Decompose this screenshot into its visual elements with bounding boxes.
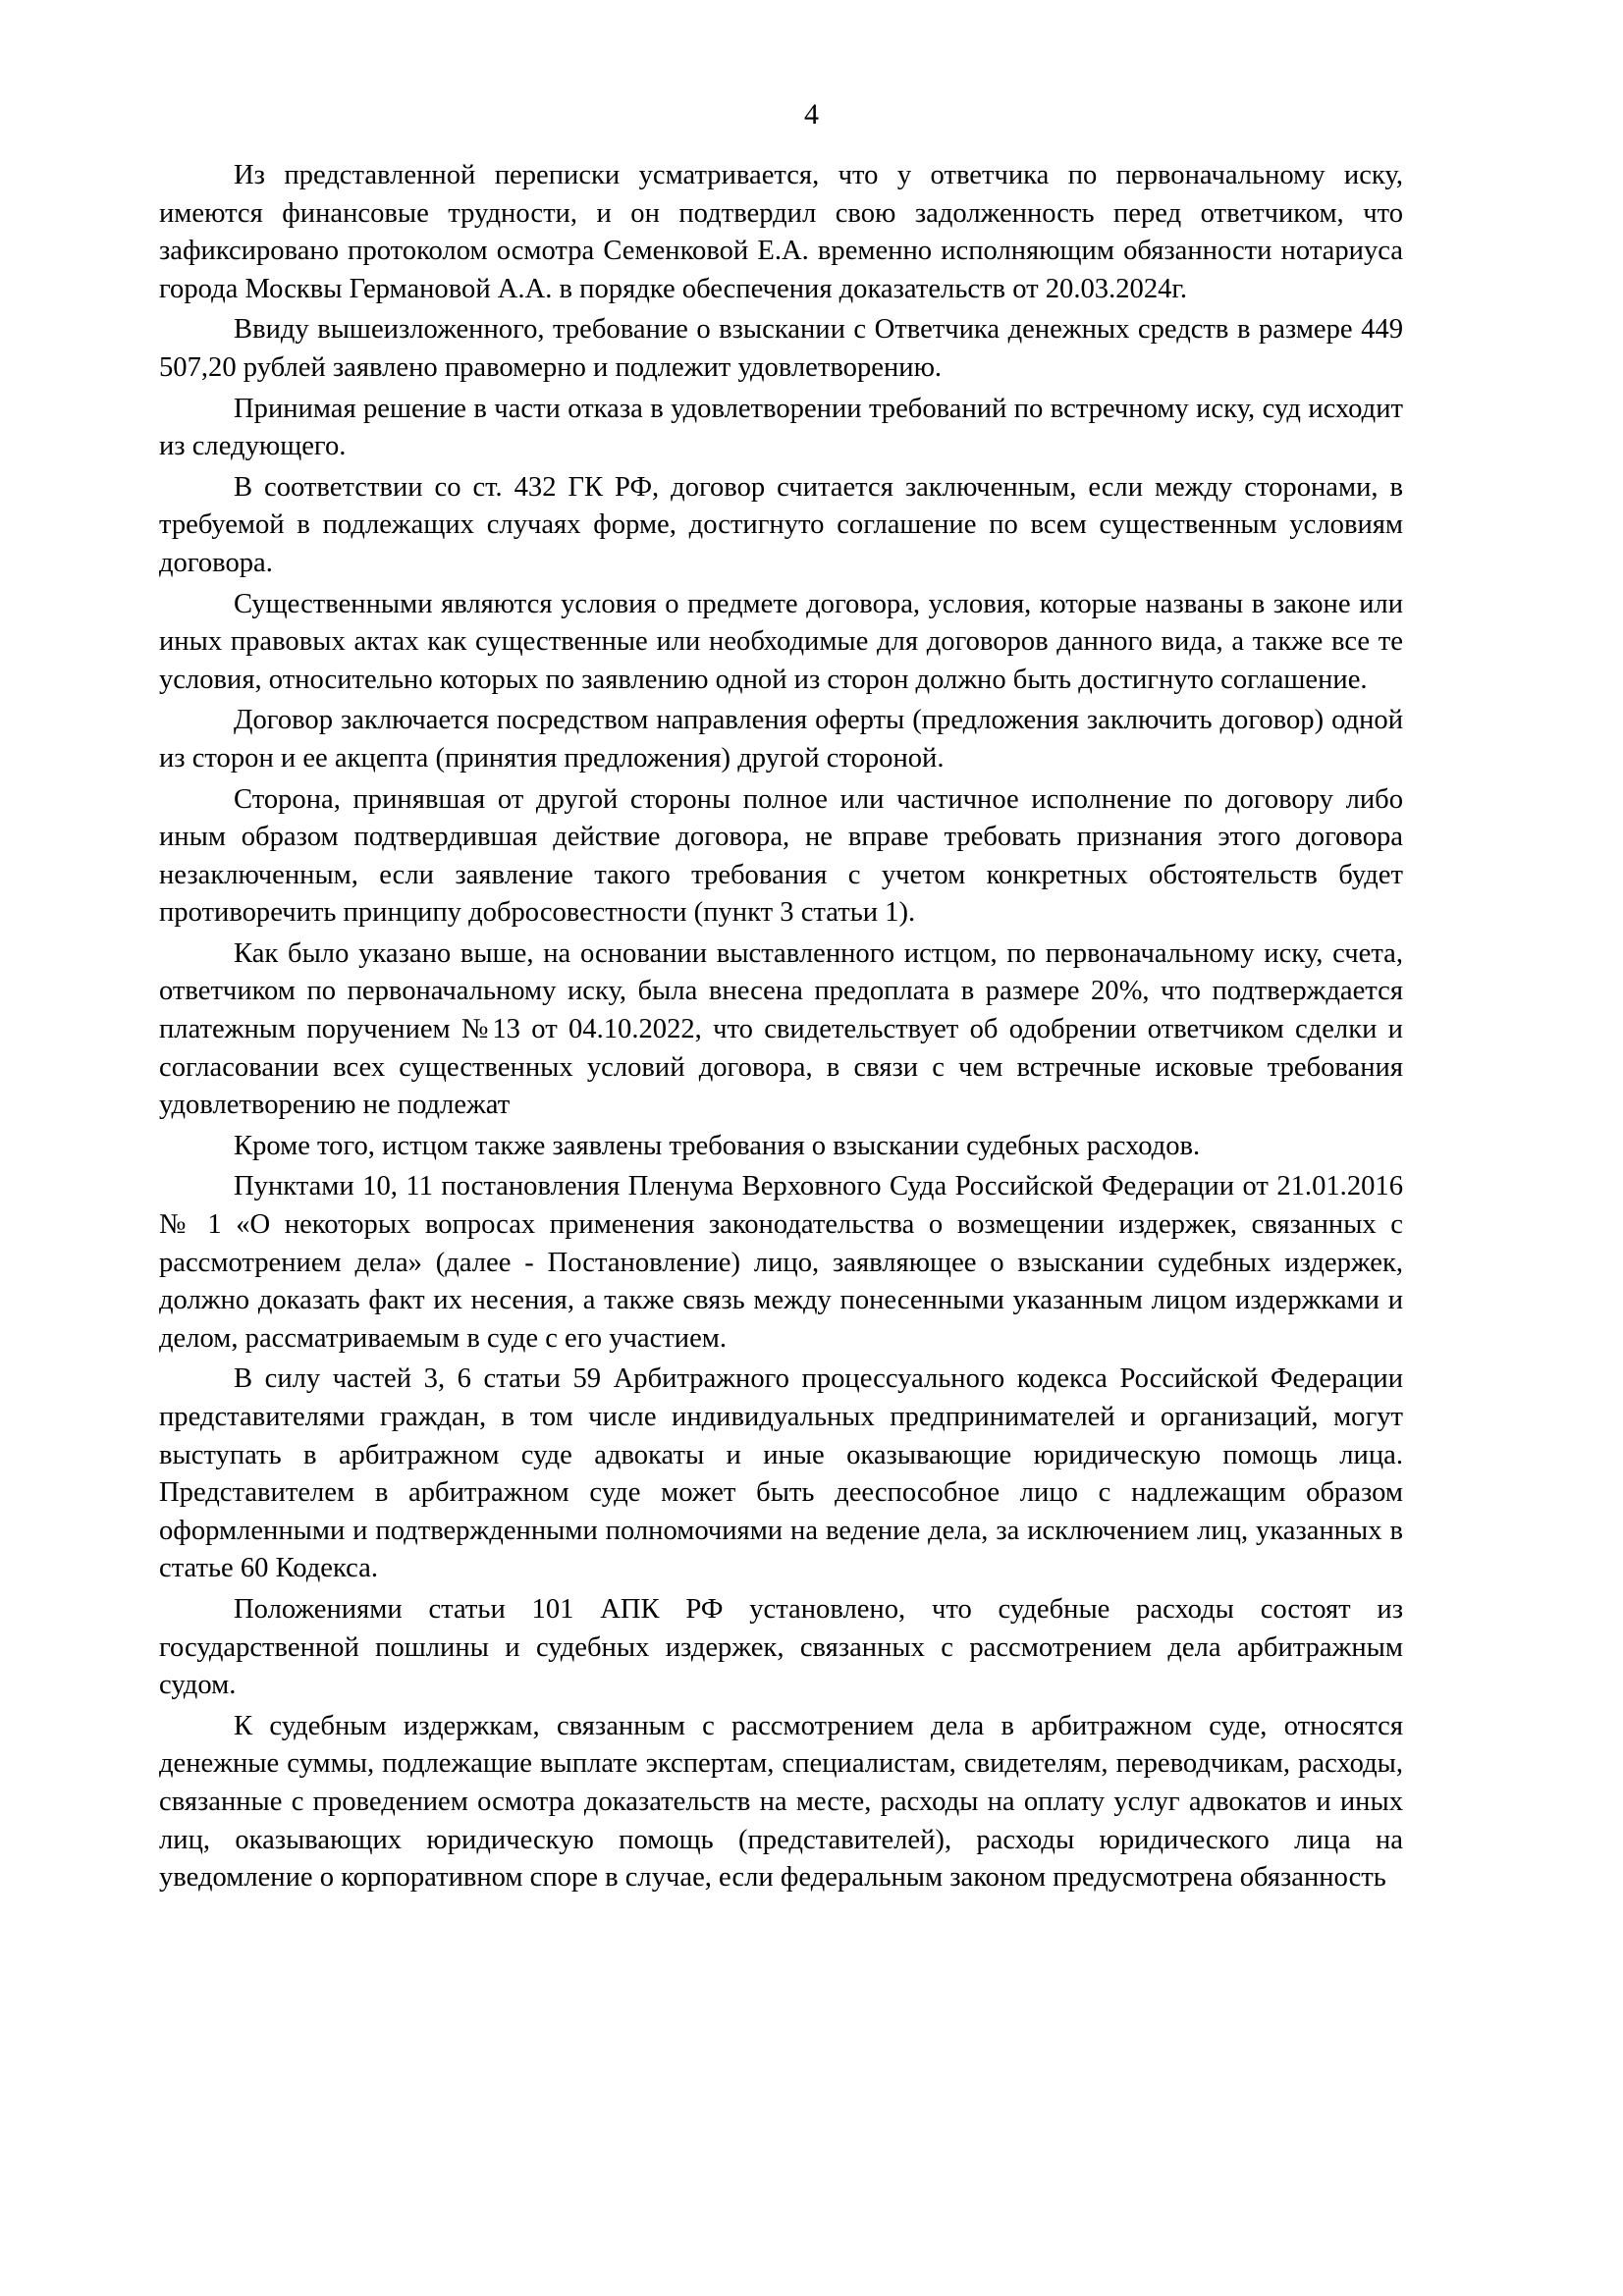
paragraph-article-101: Положениями статьи 101 АПК РФ установлено, что судебные расходы состоят из государственной пошлины и судебных издержек, связанных с рассмотрением дела арбитражным судом.: [159, 1593, 1403, 1701]
paragraph-court-costs-claim: Кроме того, истцом также заявлены требования о взыскании судебных расходов.: [234, 1130, 1201, 1161]
paragraph-correspondence: Из представленной переписки усматривается, что у ответчика по первоначальному иску, имеются финансовые трудности, и он подтвердил свою задолженность перед ответчиком, что зафиксировано протоколом осмотра Семенковой Е.А. временно исполняющим обязанности нотариуса города Москвы Германовой А.А. в порядке обеспечения доказательств от 20.03.2024г.: [159, 160, 1403, 304]
paragraph-good-faith: Сторона, принявшая от другой стороны полное или частичное исполнение по договору либо иным образом подтвердившая действие договора, не вправе требовать признания этого договора незаключенным, если заявление такого требования с учетом конкретных обстоятельств будет противоречить принципу добросовестности (пункт 3 статьи 1).: [159, 783, 1403, 929]
paragraph-court-expenses: К судебным издержкам, связанным с рассмотрением дела в арбитражном суде, относятся денежные суммы, подлежащие выплате экспертам, специалистам, свидетелям, переводчикам, расходы, связанные с проведением осмотра доказательств на месте, расходы на оплату услуг адвокатов и иных лиц, оказывающих юридическую помощь (представителей), расходы юридического лица на уведомление о корпоративном споре в случае, если федеральным законом предусмотрена обязанность: [159, 1710, 1403, 1894]
paragraph-prepayment: Как было указано выше, на основании выставленного истцом, по первоначальному иску, счета, ответчиком по первоначальному иску, была внесена предоплата в размере 20%, что подтверждается платежным поручением №13 от 04.10.2022, что свидетельствует об одобрении ответчиком сделки и согласовании всех существенных условий договора, в связи с чем встречные исковые требования удовлетворению не подлежат: [159, 937, 1403, 1121]
paragraph-essential-terms: Существенными являются условия о предмете договора, условия, которые названы в законе или иных правовых актах как существенные или необходимые для договоров данного вида, а также все те условия, относительно которых по заявлению одной из сторон должно быть достигнуто соглашение.: [159, 588, 1403, 695]
document-body: [159, 157, 1403, 1900]
paragraph-offer-acceptance: Договор заключается посредством направления оферты (предложения заключить договор) одной из сторон и ее акцепта (принятия предложения) другой стороной.: [159, 705, 1403, 774]
paragraph-plenum-resolution: Пунктами 10, 11 постановления Пленума Верховного Суда Российской Федерации от 21.01.2016 № 1 «О некоторых вопросах применения законодательства о возмещении издержек, связанных с рассмотрением дела» (далее - Постановление) лицо, заявляющее о взыскании судебных издержек, должно доказать факт их несения, а также связь между понесенными указанным лицом издержками и делом, рассматриваемым в суде с его участием.: [159, 1171, 1403, 1354]
paragraph-counterclaim-intro: Принимая решение в части отказа в удовлетворении требований по встречному иску, суд исходит из следующего.: [159, 393, 1403, 462]
page-number: 4: [804, 98, 819, 131]
paragraph-claim-amount: Ввиду вышеизложенного, требование о взыскании с Ответчика денежных средств в размере 449 507,20 рублей заявлено правомерно и подлежит удовлетворению.: [159, 314, 1403, 383]
paragraph-article-432: В соответствии со ст. 432 ГК РФ, договор считается заключенным, если между сторонами, в требуемой в подлежащих случаях форме, достигнуто соглашение по всем существенным условиям договора.: [159, 471, 1403, 578]
paragraph-article-59: В силу частей 3, 6 статьи 59 Арбитражного процессуального кодекса Российской Федерации представителями граждан, в том числе индивидуальных предпринимателей и организаций, могут выступать в арбитражном суде адвокаты и иные оказывающие юридическую помощь лица. Представителем в арбитражном суде может быть дееспособное лицо с надлежащим образом оформленными и подтвержденными полномочиями на ведение дела, за исключением лиц, указанных в статье 60 Кодекса.: [159, 1363, 1403, 1584]
